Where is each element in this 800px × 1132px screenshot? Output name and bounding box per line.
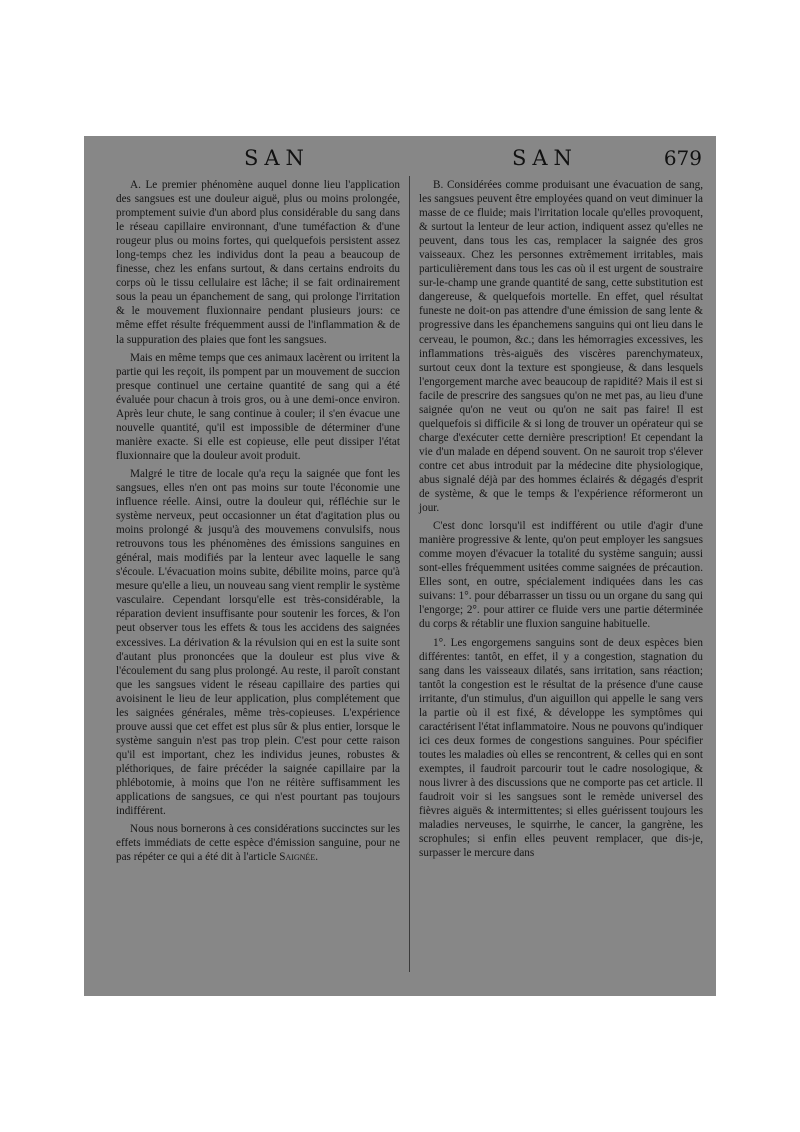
- paragraph-progressive-use: C'est donc lorsqu'il est indifférent ou utile d'agir d'une manière progressive & lente, qu'on peut employer les sangsues comme moyen d'évacuer la totalité du système sanguin; aussi sont-elles fréquemment usitées comme saignées de précaution. Elles sont, en outre, spécialement indiquées dans les cas suivans: 1°. pour débarrasser un tissu ou un organe du sang qui l'engorge; 2°. pour attirer ce fluide vers une partie déterminée du corps & rétablir une fluxion sanguine habituelle.: [419, 520, 703, 631]
- paragraph-local-bleeding: Malgré le titre de locale qu'a reçu la saignée que font les sangsues, elles n'en ont pas moins sur toute l'économie une influence réelle. Ainsi, outre la douleur qui, réfléchie sur le système nerveux, peut occasionner un état d'agitation plus ou moins prolongé & jusqu'à des mouvemens convulsifs, nous retrouvons tous les phénomènes des émissions sanguines en général, mais modifiés par la lenteur avec laquelle le sang s'écoule. L'évacuation moins subite, débilite moins, parce qu'à mesure qu'elle a lieu, un nouveau sang vient remplir le système vasculaire. Cependant lorsqu'elle est très-considérable, la réparation devient insuffisante pour soutenir les forces, & l'on peut observer tous les effets & tous les accidens des saignées excessives. La dérivation & la révulsion qui en est la suite sont d'autant plus prononcées que la douleur est plus vive & l'écoulement du sang plus prolongé. Au reste, il paroît constant que les sangsues vident le réseau capillaire des parties qui avoisinent le lieu de leur application, plus complétement que les saignées générales, même très-copieuses. L'expérience prouve aussi que cet effet est plus sûr & plus entier, lorsque le système sanguin n'est pas trop plein. C'est pour cette raison qu'il est important, chez les individus jeunes, robustes & pléthoriques, de faire précéder la saignée capillaire par la phlébotomie, à moins que l'on ne réitère suffisamment les applications de sangsues, ce qui n'est pourtant pas toujours indifférent.: [116, 467, 400, 818]
- paragraph-b-evacuation: B. Considérées comme produisant une évacuation de sang, les sangsues peuvent être employées quand on veut diminuer la masse de ce fluide; mais l'irritation locale qu'elles provoquent, & surtout la lenteur de leur action, indiquent assez qu'elles ne peuvent, dans tous les cas, remplacer la saignée des gros vaisseaux. Chez les personnes extrêmement irritables, mais particulièrement dans tous les cas où il est urgent de soustraire sur-le-champ une grande quantité de sang, cette substitution est dangereuse, & quelquefois mortelle. En effet, quel résultat funeste ne doit-on pas attendre d'une émission de sang lente & progressive dans les épanchemens sanguins qui ont lieu dans le cerveau, le poumon, &c.; dans les hémorragies excessives, les inflammations très-aiguës des viscères parenchymateux, surtout ceux dont la texture est spongieuse, & dans lesquels l'engorgement marche avec beaucoup de rapidité? Mais il est si facile de prescrire des sangsues qu'on ne met pas, au lieu d'une saignée qu'on ne veut ou qu'on ne sait pas faire! Il est quelquefois si difficile & si long de trouver un opérateur qui se charge d'exécuter cette dernière prescription! Et cependant la vie d'un malade en dépend souvent. On ne sauroit trop s'élever contre cet abus introduit par la médecine dite physiologique, abus signalé déjà par des hommes éclairés & dégagés d'esprit de système, & que le temps & l'expérience réformeront un jour.: [419, 179, 703, 515]
- paragraph-a-first-phenomenon: A. Le premier phénomène auquel donne lieu l'application des sangsues est une douleur aiguë, plus ou moins prolongée, promptement suivie d'un abord plus considérable du sang dans le réseau capillaire environnant, d'une tuméfaction & d'une rougeur plus ou moins fortes, qui quelquefois persistent assez long-temps chez les individus dont la peau a beaucoup de finesse, chez les enfans surtout, & dans certains endroits du corps où le tissu cellulaire est lâche; il se fait ordinairement sous la peau un épanchement de sang, qui prolonge l'irritation & le mouvement fluxionnaire pendant plusieurs jours: ce même effet résulte fréquemment aussi de l'inflammation & de la suppuration des plaies que font les sangsues.: [116, 179, 400, 346]
- dictionary-page: [116, 146, 704, 982]
- closing-text: Nous nous bornerons à ces considérations succinctes sur les effets immédiats de cette espèce d'émission sanguine, pour ne pas répéter ce qui a été dit à l'article: [116, 823, 400, 864]
- paragraph-engorgements: 1°. Les engorgemens sanguins sont de deux espèces bien différentes: tantôt, en effet, il y a congestion, stagnation du sang dans les vaisseaux dilatés, sans irritation, sans réaction; tantôt la congestion est le résultat de la présence d'une cause irritante, d'un stimulus, d'un aiguillon qui appelle le sang vers la partie où il est fixé, & développe les symptômes qui caractérisent l'état inflammatoire. Nous ne pouvons qu'indiquer ici ces deux formes de congestions sanguines. Pour spécifier toutes les maladies où elles se rencontrent, & celles qui en sont exemptes, il faudroit parcourir tout le cadre nosologique, & nous livrer à des discussions que ne comporte pas cet article. Il faudroit voir si les sangsues sont le remède universel des fièvres aiguës & intermittentes; si elles guérissent toujours les maladies nerveuses, le squirrhe, le cancer, la gangrène, les scrophules; si enfin elles peuvent remplacer, que dis-je, surpasser le mercure dans: [419, 636, 703, 860]
- page-number: 679: [663, 146, 702, 170]
- saignee-cross-reference: Saignée.: [279, 851, 319, 864]
- right-column: [419, 178, 703, 864]
- column-divider: [409, 176, 410, 972]
- running-head-left: SAN: [244, 146, 310, 170]
- paragraph-suction: Mais en même temps que ces animaux lacèrent ou irritent la partie qui les reçoit, ils pompent par un mouvement de succion presque continuel une certaine quantité de sang qui a été évaluée pour chacun à trois gros, ou à une demi-once environ. Après leur chute, le sang continue à couler; il s'en évacue une nouvelle quantité, qu'il est impossible de déterminer d'une manière exacte. Si elle est copieuse, elle peut dissiper l'état fluxionnaire que la douleur avoit produit.: [116, 351, 400, 462]
- scanned-page-background: [84, 136, 716, 996]
- running-head-right: SAN: [512, 146, 578, 170]
- left-column: [116, 178, 400, 868]
- paragraph-closing: [116, 822, 400, 864]
